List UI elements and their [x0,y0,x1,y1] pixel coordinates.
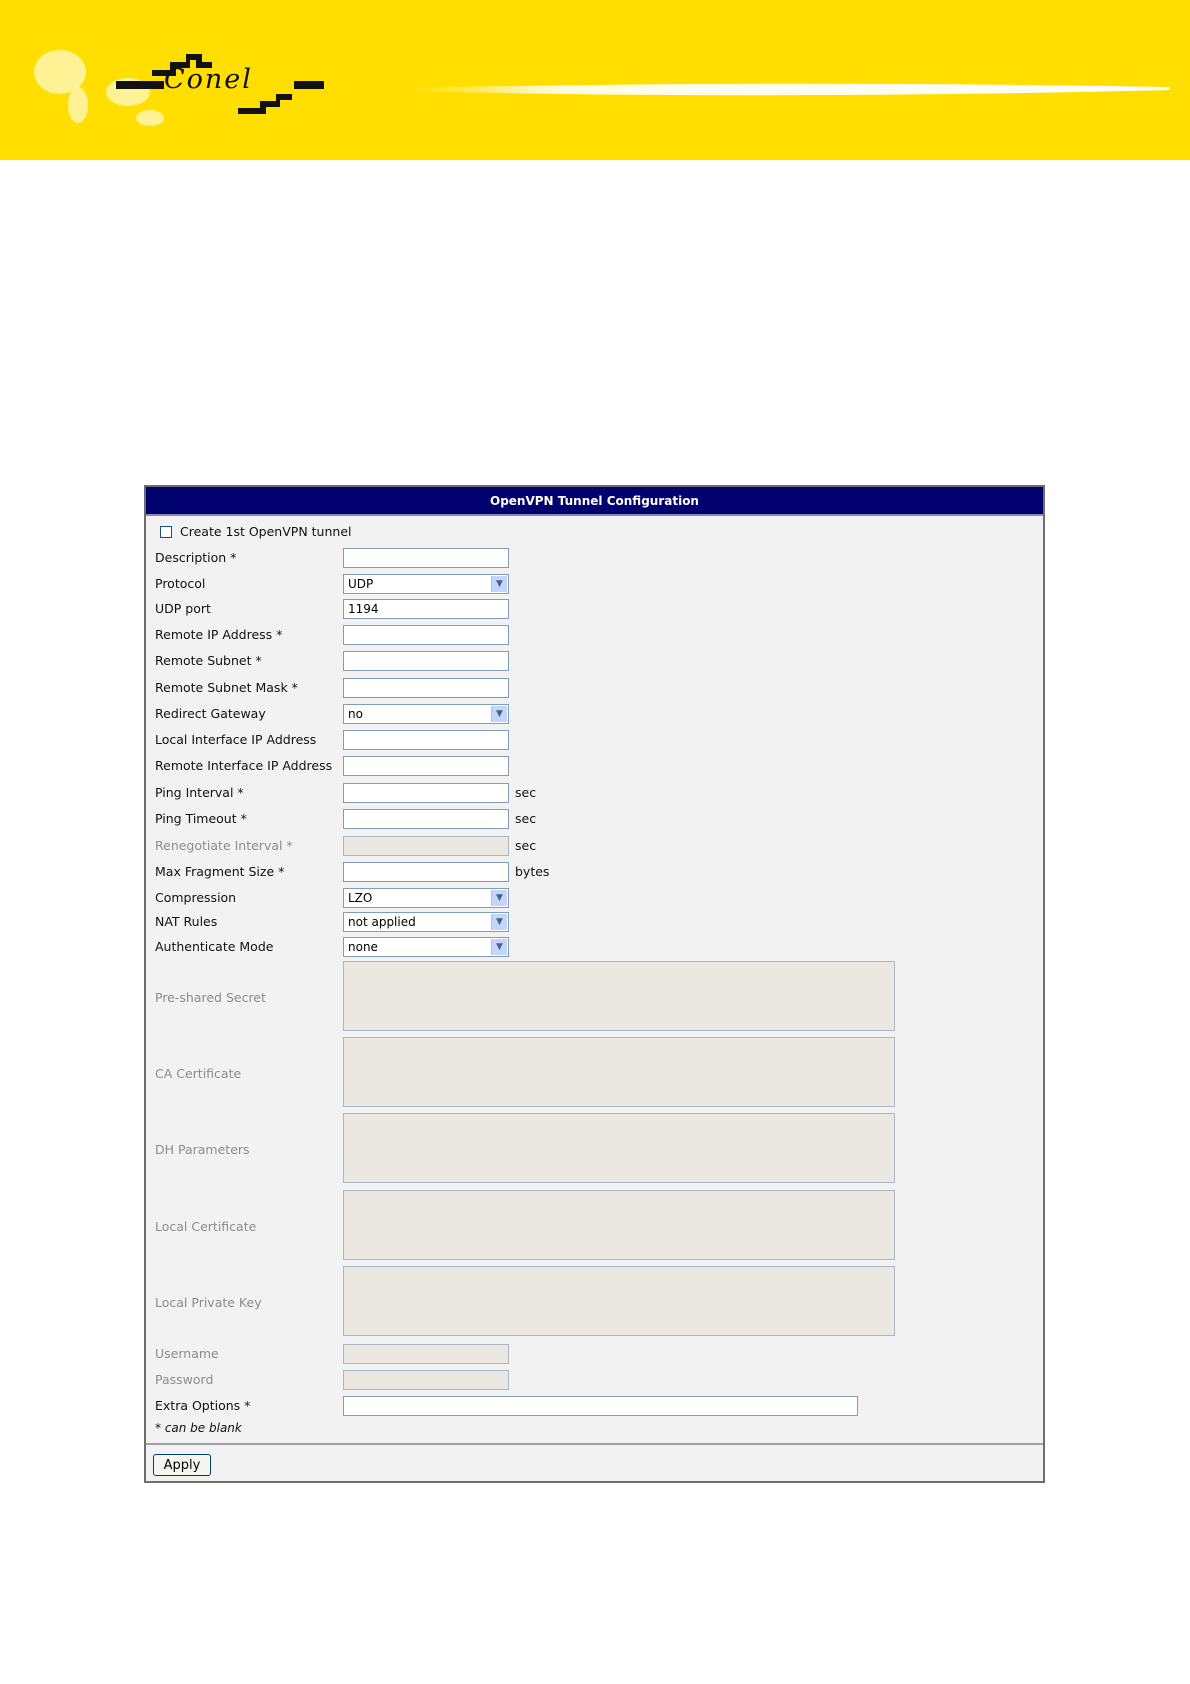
renegotiate-interval-input [343,836,509,856]
ping-timeout-unit: sec [515,811,537,826]
ca-certificate-textarea [343,1037,895,1107]
udp-port-input[interactable]: 1194 [343,599,509,619]
chevron-down-icon[interactable]: ▼ [491,576,507,592]
renegotiate-interval-unit: sec [515,838,537,853]
swoosh-graphic [410,84,1170,96]
local-if-ip-label: Local Interface IP Address [155,732,317,747]
remote-subnet-input[interactable] [343,651,509,671]
redirect-gateway-select[interactable] [343,704,509,724]
local-if-ip-input[interactable] [343,730,509,750]
ca-certificate-label: CA Certificate [155,1066,242,1081]
local-private-key-textarea [343,1266,895,1336]
logo-text: Conel [164,64,253,95]
local-certificate-textarea [343,1190,895,1260]
preshared-secret-textarea [343,961,895,1031]
blank-note: * can be blank [155,1421,242,1435]
remote-if-ip-input[interactable] [343,756,509,776]
nat-rules-value: not applied [348,915,416,929]
apply-button[interactable]: Apply [153,1454,211,1476]
ping-timeout-label: Ping Timeout * [155,811,247,826]
openvpn-config-panel [144,485,1045,1483]
max-fragment-label: Max Fragment Size * [155,864,285,879]
max-fragment-input[interactable] [343,862,509,882]
remote-subnet-mask-input[interactable] [343,678,509,698]
remote-ip-input[interactable] [343,625,509,645]
dh-parameters-textarea [343,1113,895,1183]
protocol-select[interactable] [343,574,509,594]
auth-mode-select[interactable] [343,937,509,957]
footer-divider [146,1443,1043,1445]
remote-subnet-mask-label: Remote Subnet Mask * [155,680,298,695]
username-input [343,1344,509,1364]
udp-port-label: UDP port [155,601,211,616]
chevron-down-icon[interactable]: ▼ [491,939,507,955]
nat-rules-select[interactable] [343,912,509,932]
ping-interval-input[interactable] [343,783,509,803]
chevron-down-icon[interactable]: ▼ [491,706,507,722]
protocol-label: Protocol [155,576,206,591]
auth-mode-value: none [348,940,378,954]
panel-title: OpenVPN Tunnel Configuration [146,487,1043,516]
username-label: Username [155,1346,219,1361]
ping-timeout-input[interactable] [343,809,509,829]
extra-options-label: Extra Options * [155,1398,251,1413]
dh-parameters-label: DH Parameters [155,1142,250,1157]
create-tunnel-checkbox[interactable] [160,526,172,538]
remote-subnet-label: Remote Subnet * [155,653,262,668]
extra-options-input[interactable] [343,1396,858,1416]
local-certificate-label: Local Certificate [155,1219,257,1234]
protocol-value: UDP [348,577,374,591]
password-label: Password [155,1372,214,1387]
ping-interval-label: Ping Interval * [155,785,244,800]
create-tunnel-label: Create 1st OpenVPN tunnel [180,524,352,539]
redirect-gateway-value: no [348,707,363,721]
compression-select[interactable] [343,888,509,908]
compression-value: LZO [348,891,373,905]
preshared-secret-label: Pre-shared Secret [155,990,266,1005]
renegotiate-interval-label: Renegotiate Interval * [155,838,293,853]
remote-if-ip-label: Remote Interface IP Address [155,758,333,773]
redirect-gateway-label: Redirect Gateway [155,706,266,721]
nat-rules-label: NAT Rules [155,914,218,929]
local-private-key-label: Local Private Key [155,1295,262,1310]
password-input [343,1370,509,1390]
max-fragment-unit: bytes [515,864,550,879]
ping-interval-unit: sec [515,785,537,800]
compression-label: Compression [155,890,237,905]
chevron-down-icon[interactable]: ▼ [491,914,507,930]
remote-ip-label: Remote IP Address * [155,627,283,642]
chevron-down-icon[interactable]: ▼ [491,890,507,906]
header-banner [0,0,1190,160]
description-label: Description * [155,550,237,565]
description-input[interactable] [343,548,509,568]
auth-mode-label: Authenticate Mode [155,939,274,954]
